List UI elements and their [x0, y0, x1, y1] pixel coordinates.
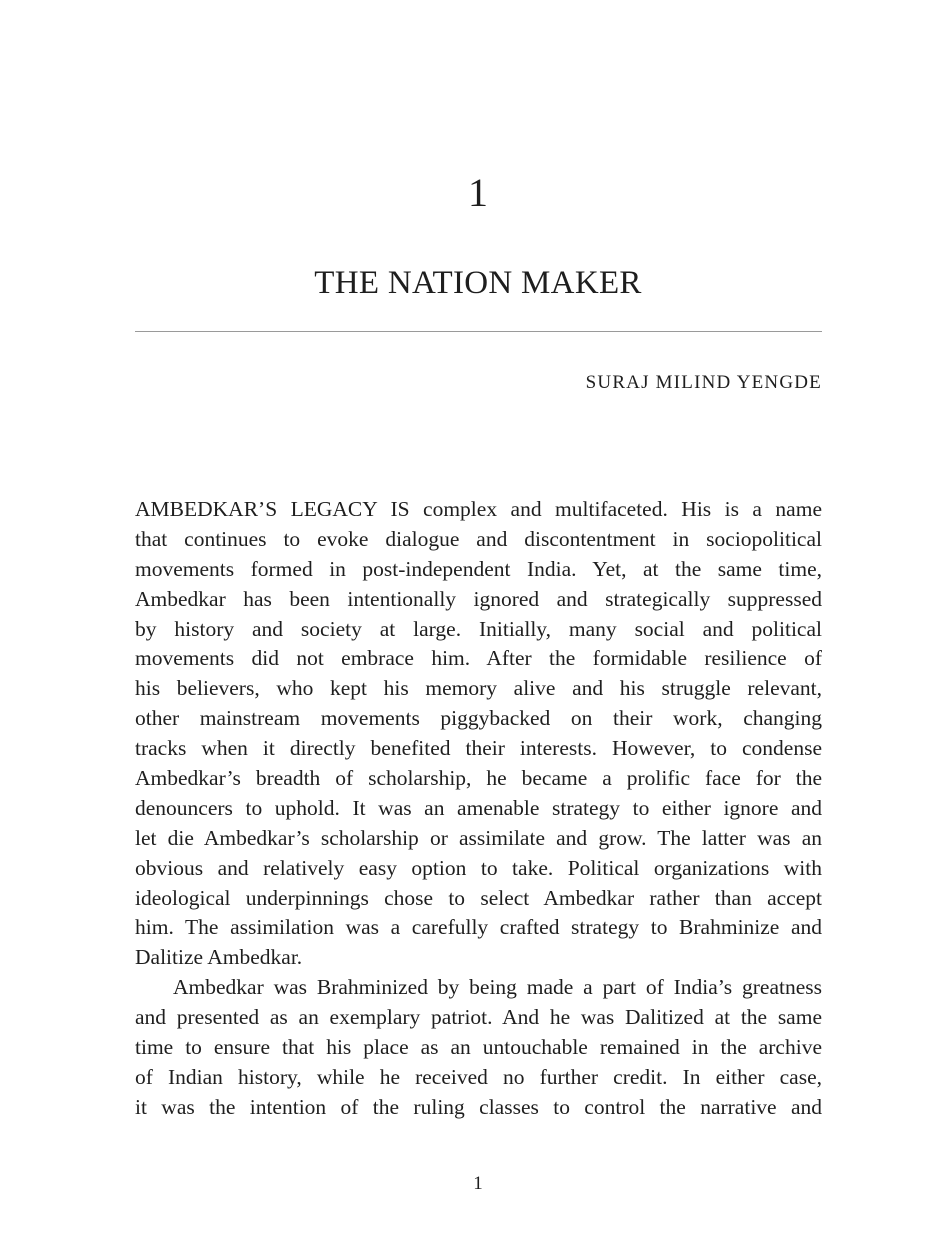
page-number: 1	[473, 1173, 483, 1194]
text-line: Ambedkar was Brahminized by being made a part of India’s greatness	[173, 975, 822, 1000]
title-divider	[135, 331, 822, 332]
text-line: AMBEDKAR’S LEGACY IS complex and multifaceted. His is a name	[135, 497, 822, 521]
chapter-author: SURAJ MILIND YENGDE	[585, 372, 822, 393]
text-line: other mainstream movements piggybacked on their work, changing	[135, 706, 822, 731]
text-line: obvious and relatively easy option to take. Political organizations with	[135, 855, 822, 880]
paragraph-1	[135, 495, 822, 973]
text-line: by history and society at large. Initially, many social and political	[135, 616, 822, 641]
text-line: movements did not embrace him. After the formidable resilience of	[135, 646, 822, 671]
chapter-number: 1	[468, 170, 488, 215]
text-line: tracks when it directly benefited their interests. However, to condense	[135, 736, 822, 761]
chapter-title: THE NATION MAKER	[314, 265, 642, 301]
text-line: Ambedkar’s breadth of scholarship, he became a prolific face for the	[135, 766, 822, 791]
text-line: and presented as an exemplary patriot. And he was Dalitized at the same	[135, 1005, 822, 1030]
text-line: Dalitize Ambedkar.	[135, 945, 303, 970]
text-line: movements formed in post-independent India. Yet, at the same time,	[135, 556, 822, 581]
paragraph-2	[135, 973, 822, 1122]
text-line: let die Ambedkar’s scholarship or assimilate and grow. The latter was an	[135, 825, 822, 850]
text-line: time to ensure that his place as an untouchable remained in the archive	[135, 1035, 822, 1060]
text-line: that continues to evoke dialogue and discontentment in sociopolitical	[135, 526, 822, 551]
text-line: Ambedkar has been intentionally ignored and strategically suppressed	[135, 586, 822, 611]
text-line: denouncers to uphold. It was an amenable strategy to either ignore and	[135, 795, 822, 820]
body-text	[135, 495, 822, 1123]
text-line: him. The assimilation was a carefully crafted strategy to Brahminize and	[135, 915, 822, 940]
text-line: of Indian history, while he received no further credit. In either case,	[135, 1064, 822, 1089]
text-line: his believers, who kept his memory alive and his struggle relevant,	[135, 676, 822, 701]
text-line: ideological underpinnings chose to select Ambedkar rather than accept	[135, 885, 822, 910]
text-line: it was the intention of the ruling classes to control the narrative and	[135, 1094, 822, 1119]
